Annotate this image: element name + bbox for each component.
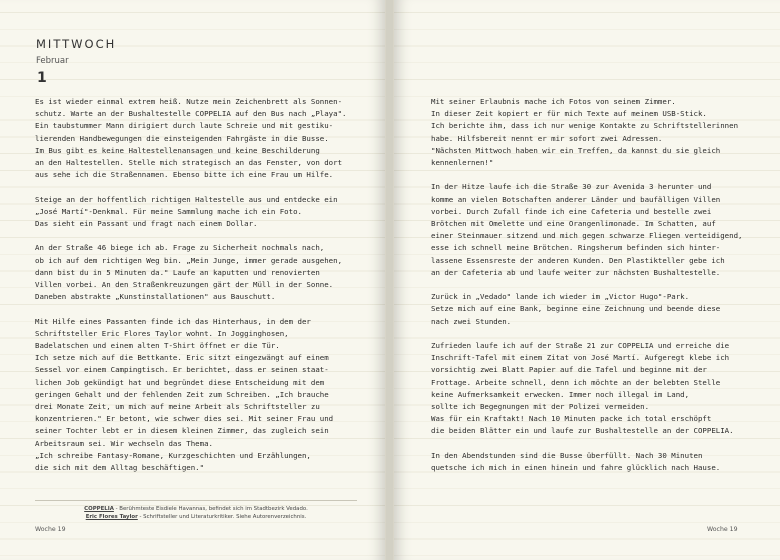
paragraph: Zufrieden laufe ich auf der Straße 21 zur COPPELIA und erreiche die Inschrift-Tafel mit einem Zitat von José Martí. Aufgeregt klebe ich vorsichtig zwei Blatt Papier auf die Tafel und beginne mit der Frottage. Arbeite schnell, denn ich möchte an der belebten Stelle keine Aufmerksamkeit erwecken. Immer noch illegal im Land, sollte ich Begegnungen mit der Polizei vermeiden. Was für ein Kraftakt! Nach 10 Minuten packe ich total erschöpft die beiden Blätter ein und laufe zur Bushaltestelle an der COPPELIA. (431, 341, 734, 436)
paragraph: Zurück in „Vedado" lande ich wieder im „Victor Hugo"-Park. Setze mich auf eine Bank, beginne eine Zeichnung und beende diese nach zwei Stunden. (431, 292, 721, 326)
paragraph: Es ist wieder einmal extrem heiß. Nutze mein Zeichenbrett als Sonnen- schutz. Warte an der Bushaltestelle COPPELIA auf den Bus nach „Playa". Ein taubstummer Mann dirigiert durch laute Schreie und mit gestiku- lierenden Handbewegungen die einsteigenden Fahrgäste in die Busse. Im Bus gibt es keine Haltestellenansagen und keine Beschilderung an den Haltestellen. Stelle mich strategisch an das Fenster, von dort aus sehe ich die Straßennamen. Ebenso bitte ich eine Frau um Hilfe. (35, 97, 347, 180)
footnote (35, 513, 357, 521)
date-number: 1 (37, 70, 47, 86)
page-folio-left: Woche 19 (35, 526, 66, 533)
paragraph: Mit Hilfe eines Passanten finde ich das Hinterhaus, in dem der Schriftsteller Eric Flores Taylor wohnt. In Jogginghosen, Badelatschen und einem alten T-Shirt öffnet er die Tür. Ich setze mich auf die Bettkante. Eric sitzt eingezwängt auf einem Sessel vor einem Campingtisch. Er berichtet, dass er seinen staat- lichen Job gekündigt hat und begründet diese Entscheidung mit dem geringen Gehalt und der fehlenden Zeit zum Schreiben. „Ich brauche drei Monate Zeit, um mich auf meine Arbeit als Schriftsteller zu konzentrieren." Er betont, wie schwer dies sei. Mit seiner Frau und seiner Tochter lebt er in diesem kleinen Zimmer, das zugleich sein Arbeitsraum sei. Wir wechseln das Thema. „Ich schreibe Fantasy-Romane, Kurzgeschichten und Erzählungen, die sich mit dem Alltag beschäftigen." (35, 316, 334, 473)
footnote-text: - Berühmteste Eisdiele Havannas, befindet sich im Stadtbezirk Vedado. (113, 506, 308, 512)
footnotes (35, 500, 357, 521)
month-label: Februar (36, 56, 69, 66)
page-folio-right: Woche 19 (707, 526, 738, 533)
right-body-text (431, 96, 749, 486)
book-gutter (386, 0, 393, 560)
footnote-text: - Schriftsteller und Literaturkritiker. Siehe Autorenverzeichnis. (137, 514, 307, 520)
footnote (35, 505, 357, 513)
day-heading: MITTWOCH (36, 37, 117, 51)
left-body-text (35, 96, 357, 486)
paragraph: An der Straße 46 biege ich ab. Frage zu Sicherheit nochmals nach, ob ich auf dem richtigen Weg bin. „Mein Junge, immer gerade ausgehen, dann bist du in 5 Minuten da." Laufe an kaputten und renovierten Villen vorbei. An den Straßenkreuzungen gärt der Müll in der Sonne. Daneben abstrakte „Kunstinstallationen" aus Bauschutt. (35, 243, 343, 302)
paragraph: Mit seiner Erlaubnis mache ich Fotos von seinem Zimmer. In dieser Zeit kopiert er für mich Texte auf meinem USB-Stick. Ich berichte ihm, dass ich nur wenige Kontakte zu Schriftstellerinnen habe. Hilfsbereit nennt er mir sofort zwei Adressen. "Nächsten Mittwoch haben wir ein Treffen, da kannst du sie gleich kennenlernen!" (431, 97, 739, 168)
paragraph: In der Hitze laufe ich die Straße 30 zur Avenida 3 herunter und komme an vielen Botschaften anderer Länder und baufälligen Villen vorbei. Durch Zufall finde ich eine Cafeteria und bestelle zwei Brötchen mit Omelette und eine Orangenlimonade. Im Schatten, auf einer Steinmauer sitzend und mich gegen schwarze Fliegen verteidigend, esse ich schnell meine Brötchen. Ringsherum befinden sich hinter- lassene Essensreste der anderen Kunden. Den Plastikteller gebe ich an der Cafeteria ab und laufe weiter zur nächsten Bushaltestelle. (431, 182, 743, 277)
paragraph: In den Abendstunden sind die Busse überfüllt. Nach 30 Minuten quetsche ich mich in einen hinein und fahre glücklich nach Hause. (431, 450, 721, 473)
right-page (393, 0, 780, 560)
footnote-term: COPPELIA (84, 506, 114, 512)
left-page (0, 0, 386, 560)
footnote-term: Eric Flores Taylor (85, 514, 138, 520)
paragraph: Steige an der hoffentlich richtigen Haltestelle aus und entdecke ein „José Martí"-Denkmal. Für meine Sammlung mache ich ein Foto. Das sieht ein Passant und fragt nach einem Dollar. (35, 194, 338, 229)
